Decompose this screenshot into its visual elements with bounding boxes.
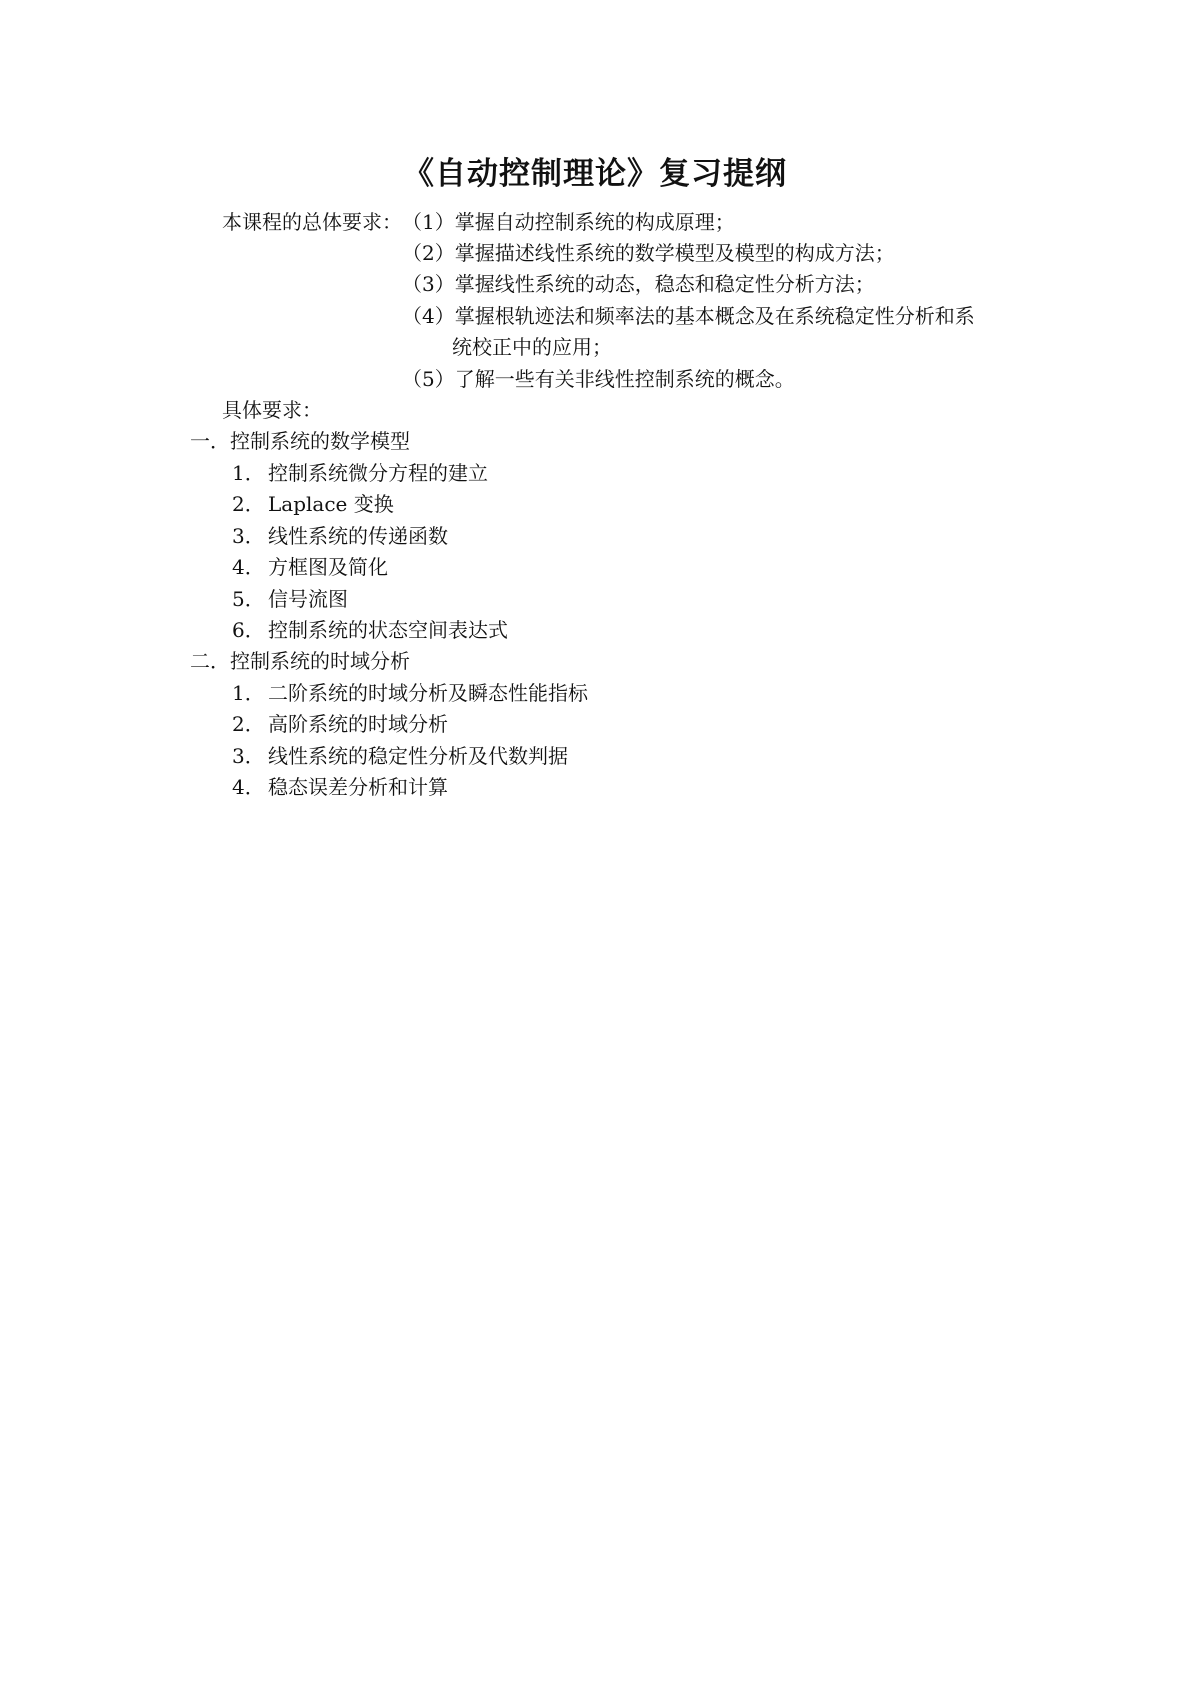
section-heading-2 <box>190 647 410 675</box>
overall-requirement-5 <box>402 365 795 393</box>
section-heading-1 <box>190 427 410 455</box>
section-2-item-2 <box>232 710 448 738</box>
item-text: 信号流图 <box>268 587 348 611</box>
item-number: 3． <box>232 744 265 768</box>
section-1-item-1 <box>232 459 488 487</box>
overall-label: 本课程的总体要求： <box>222 210 402 234</box>
section-title: 控制系统的时域分析 <box>230 649 410 673</box>
requirement-number: （2） <box>402 241 455 265</box>
section-number: 一． <box>190 429 230 453</box>
item-number: 5． <box>232 587 265 611</box>
section-title: 控制系统的数学模型 <box>230 429 410 453</box>
section-1-item-3 <box>232 522 448 550</box>
overall-requirement-3 <box>402 270 875 298</box>
requirement-number: （5） <box>402 367 455 391</box>
item-number: 4． <box>232 775 265 799</box>
item-text: 二阶系统的时域分析及瞬态性能指标 <box>268 681 588 705</box>
section-1-item-4 <box>232 553 388 581</box>
item-text: 稳态误差分析和计算 <box>268 775 448 799</box>
section-1-item-6 <box>232 616 508 644</box>
requirement-text: 掌握自动控制系统的构成原理； <box>454 210 735 234</box>
item-number: 2． <box>232 712 265 736</box>
item-number: 3． <box>232 524 265 548</box>
requirement-number: （3） <box>402 272 455 296</box>
item-number: 1． <box>232 681 265 705</box>
item-text: Laplace 变换 <box>268 492 394 516</box>
item-text: 线性系统的稳定性分析及代数判据 <box>268 744 568 768</box>
item-number: 1． <box>232 461 265 485</box>
item-number: 2． <box>232 492 265 516</box>
requirement-text: 掌握线性系统的动态，稳态和稳定性分析方法； <box>454 272 875 296</box>
overall-requirement-2 <box>402 239 895 267</box>
requirement-text: 掌握根轨迹法和频率法的基本概念及在系统稳定性分析和系 <box>454 304 975 328</box>
section-number: 二． <box>190 649 230 673</box>
requirement-number: （4） <box>402 304 455 328</box>
item-number: 4． <box>232 555 265 579</box>
item-text: 方框图及简化 <box>268 555 388 579</box>
item-text: 控制系统微分方程的建立 <box>268 461 488 485</box>
specific-requirements-label: 具体要求： <box>222 398 322 422</box>
section-2-item-4 <box>232 773 448 801</box>
item-text: 控制系统的状态空间表达式 <box>268 618 508 642</box>
section-1-item-2 <box>232 490 394 518</box>
overall-requirement-4-continuation: 统校正中的应用； <box>452 335 612 359</box>
section-2-item-1 <box>232 679 588 707</box>
item-text: 高阶系统的时域分析 <box>268 712 448 736</box>
requirement-text: 了解一些有关非线性控制系统的概念。 <box>454 367 795 391</box>
requirement-text: 掌握描述线性系统的数学模型及模型的构成方法； <box>454 241 895 265</box>
requirement-number: （1） <box>402 210 455 234</box>
item-text: 线性系统的传递函数 <box>268 524 448 548</box>
page-title: 《自动控制理论》复习提纲 <box>403 156 787 192</box>
item-number: 6． <box>232 618 265 642</box>
overall-requirement-4 <box>402 302 975 330</box>
overall-requirement-1 <box>222 208 735 236</box>
section-1-item-5 <box>232 585 348 613</box>
section-2-item-3 <box>232 742 568 770</box>
